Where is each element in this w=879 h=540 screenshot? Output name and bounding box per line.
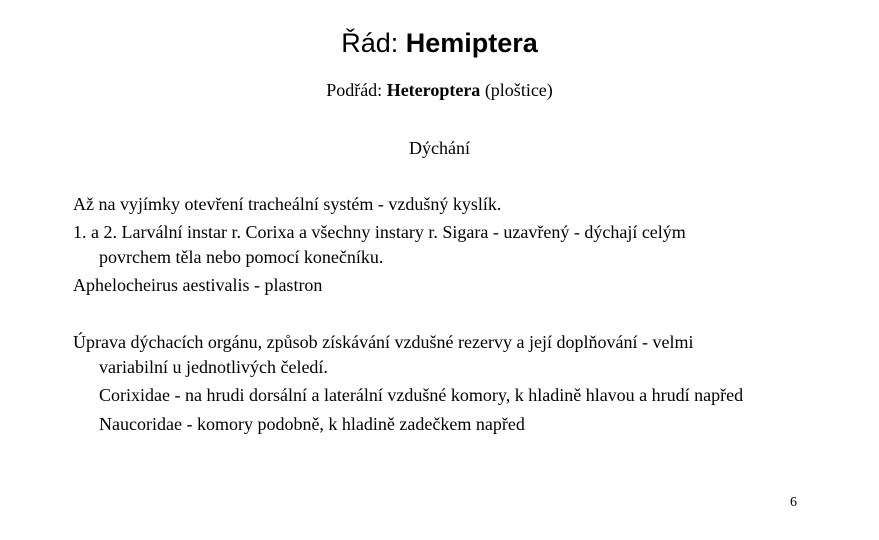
subtitle-prefix: Podřád:	[326, 80, 387, 100]
paragraph-line: 1. a 2. Larvální instar r. Corixa a všechny instary r. Sigara - uzavřený - dýchají celým	[73, 222, 686, 242]
paragraph-line: Aphelocheirus aestivalis - plastron	[73, 275, 323, 295]
paragraph-line: Corixidae - na hrudi dorsální a laterální vzdušné komory, k hladině hlavou a hrudí napřed	[99, 385, 744, 405]
section-heading: Dýchání	[409, 138, 470, 158]
paragraph-line: Úprava dýchacích orgánu, způsob získávání vzdušné rezervy a její doplňování - velmi	[73, 332, 694, 352]
paragraph-line: Naucoridae - komory podobně, k hladině zadečkem napřed	[99, 414, 525, 434]
slide-subtitle	[0, 79, 879, 101]
title-prefix: Řád:	[341, 28, 406, 58]
paragraph-line: Až na vyjímky otevření tracheální systém - vzdušný kyslík.	[73, 194, 502, 214]
paragraph-line: povrchem těla nebo pomocí konečníku.	[99, 247, 384, 267]
paragraph-line: variabilní u jednotlivých čeledí.	[99, 357, 328, 377]
subtitle-suffix: (ploštice)	[480, 80, 553, 100]
slide-title	[0, 26, 879, 60]
page-number: 6	[790, 495, 797, 510]
title-order-name: Hemiptera	[405, 28, 538, 58]
subtitle-suborder-name: Heteroptera	[386, 80, 481, 100]
